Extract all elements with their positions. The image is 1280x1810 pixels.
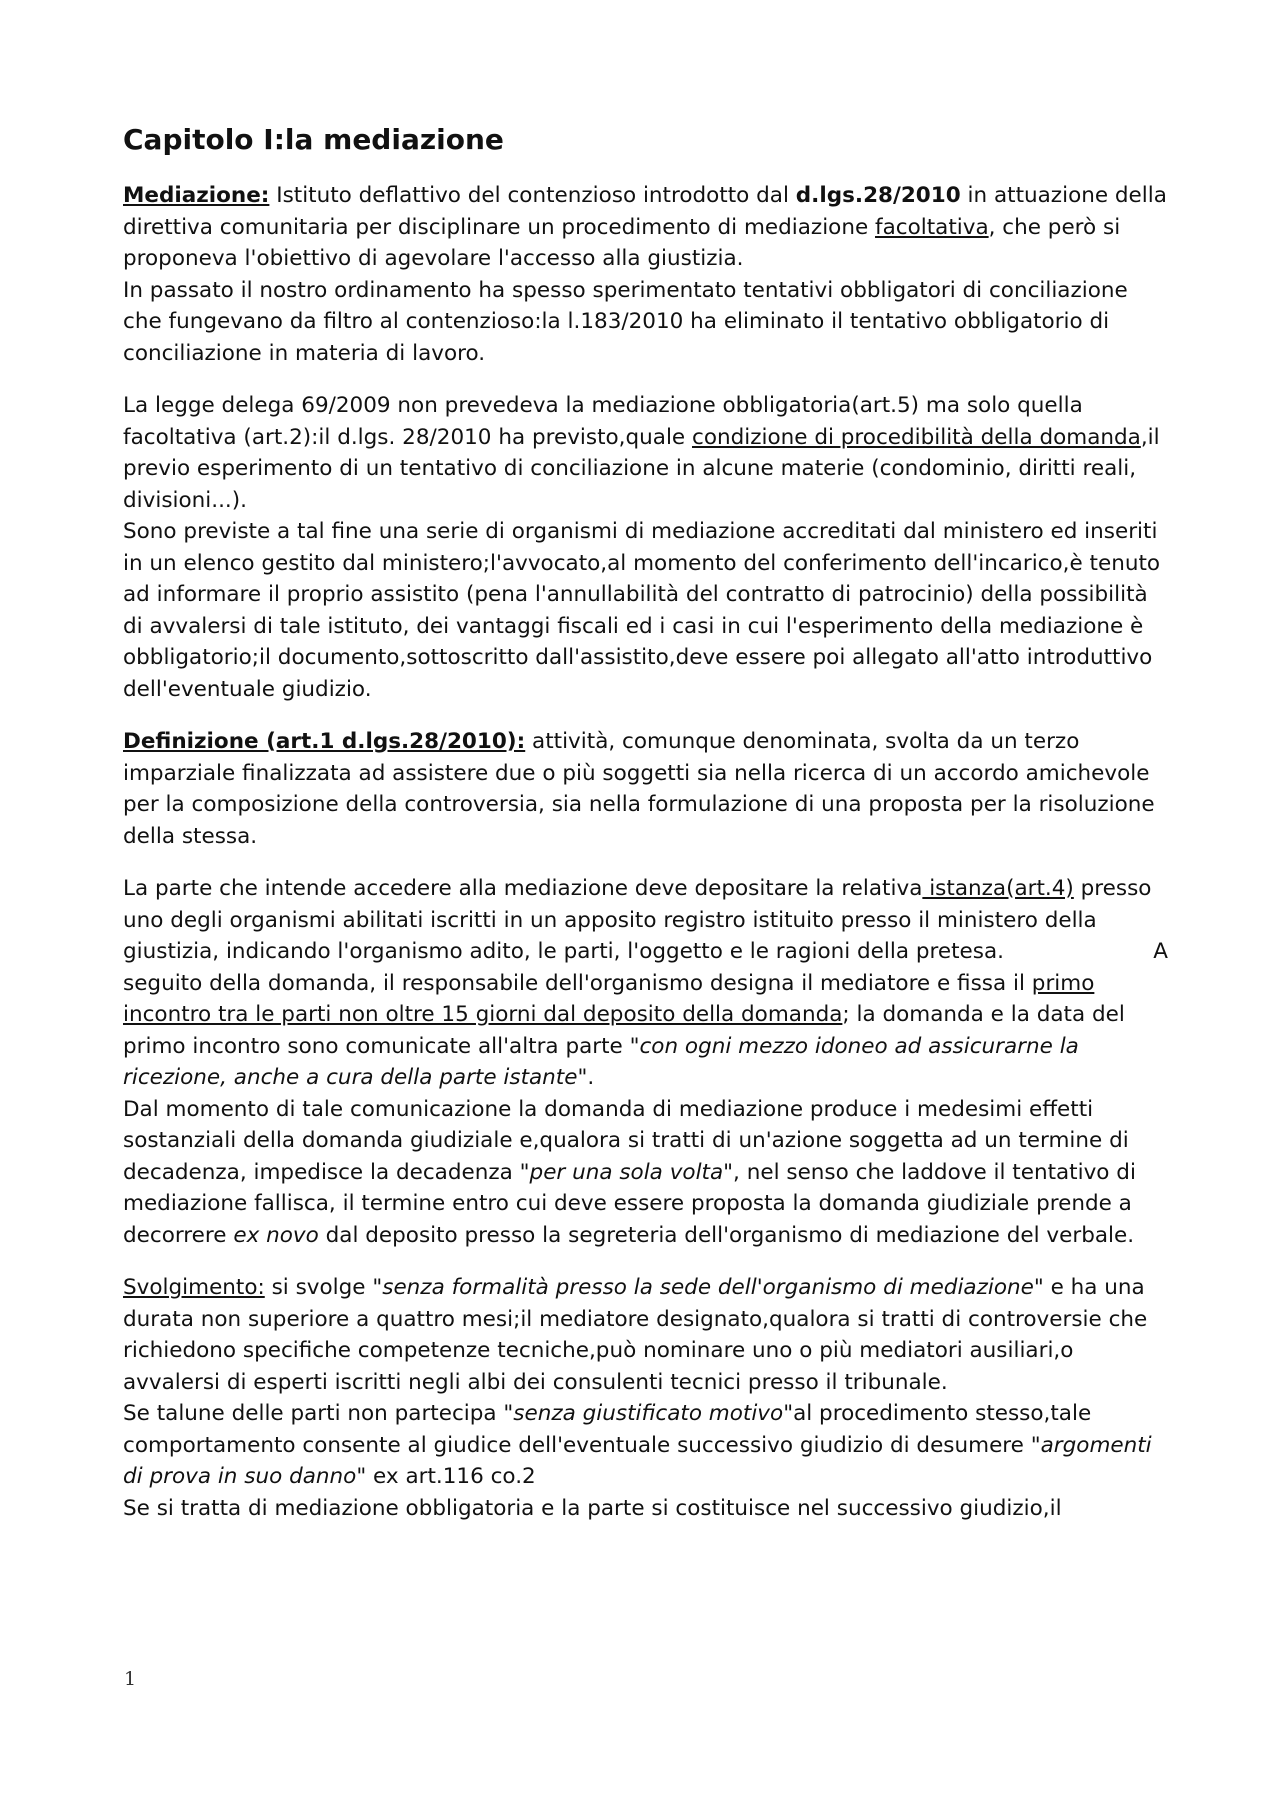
italic-span: argomenti di prova in suo danno (123, 1432, 1152, 1489)
underlined-span: istanza(art.4) (922, 876, 1074, 901)
paragraph-legge-delega (123, 390, 1168, 705)
text-span: La parte che intende accedere alla mediazione deve depositare la relativa (123, 876, 923, 901)
underlined-span: condizione di procedibilità della domanda (692, 424, 1141, 450)
text-span: presso uno degli organismi abilitati iscritti in un apposito registro istituito presso il ministero della giustizia, indicando l'organismo adito, le parti, l'oggetto e le ragioni della pretesa. (123, 876, 1152, 964)
paragraph-mediazione (123, 180, 1168, 369)
text-span: Sono previste a tal fine una serie di organismi di mediazione accreditati dal ministero ed inseriti in un elenco gestito dal ministero;l'avvocato,al momento del conferimento dell'incarico,è tenuto ad informare il proprio assistito (pena l'annullabilità del contratto di patrocinio) della possibilità di avvalersi di tale istituto, dei vantaggi fiscali ed i casi in cui l'esperimento della mediazione è obbligatorio;il documento,sottoscritto dall'assistito,deve essere poi allegato all'atto introduttivo dell'eventuale giudizio. (123, 519, 1161, 702)
text-span: Dal momento di tale comunicazione la domanda di mediazione produce i medesimi effetti sostanziali della domanda giudiziale e,qualora si tratti di un'azione soggetta ad un termine di decadenza, impedisce la decadenza " (123, 1096, 1129, 1185)
italic-span: senza giustificato motivo (513, 1401, 784, 1426)
chapter-title: Capitolo I:la mediazione (123, 123, 504, 156)
term-heading-svolgimento: Svolgimento: (123, 1275, 265, 1300)
text-span: Se talune delle parti non partecipa " (123, 1401, 514, 1426)
text-span: in attuazione della direttiva comunitaria per disciplinare un procedimento di mediazione (123, 183, 1167, 240)
italic-span: senza formalità presso la sede dell'organismo di mediazione (382, 1275, 1034, 1300)
term-heading-definizione: Definizione (art.1 d.lgs.28/2010): (123, 729, 526, 754)
law-reference: d.lgs.28/2010 (795, 183, 961, 208)
italic-span: ex novo (233, 1222, 319, 1248)
underlined-span: facoltativa (875, 214, 989, 240)
text-span: La legge delega 69/2009 non prevedeva la mediazione obbligatoria(art.5) ma solo quella facoltativa (art.2):il d.lgs. 28/2010 ha previsto,quale (123, 393, 1083, 450)
text-span: Istituto deflattivo del contenzioso introdotto dal (269, 183, 796, 208)
term-heading-mediazione: Mediazione: (123, 183, 270, 208)
italic-span: con ogni mezzo idoneo ad assicurarne la ricezione, anche a cura della parte istante (123, 1033, 1079, 1090)
text-span: si svolge " (264, 1275, 383, 1300)
text-span: Se si tratta di mediazione obbligatoria e la parte si costituisce nel successivo giudizio,il (123, 1495, 1062, 1521)
text-span: ", nel senso che laddove il tentativo di mediazione fallisca, il termine entro cui deve essere proposta la domanda giudiziale prende a decorrere (123, 1159, 1136, 1248)
text-span: "al procedimento stesso,tale comportamento consente al giudice dell'eventuale successivo giudizio di desumere " (123, 1401, 1092, 1458)
paragraph-definizione (123, 726, 1168, 852)
text-span: dal deposito presso la segreteria dell'organismo di mediazione del verbale. (318, 1222, 1135, 1248)
document-body (123, 120, 1168, 1545)
text-span: ; la domanda e la data del primo incontro sono comunicate all'altra parte " (123, 1002, 1125, 1059)
paragraph-svolgimento (123, 1272, 1168, 1524)
text-span: attività, comunque denominata, svolta da un terzo imparziale finalizzata ad assistere due o più soggetti sia nella ricerca di un accordo amichevole per la composizione della controversia, sia nella formulazione di una proposta per la risoluzione della stessa. (123, 729, 1155, 849)
paragraph-istanza (123, 873, 1168, 1251)
text-span: seguito della domanda, il responsabile dell'organismo designa il mediatore e fissa il (123, 970, 1032, 996)
text-span: ". (577, 1065, 595, 1090)
page-number: 1 (124, 1668, 137, 1690)
text-span: In passato il nostro ordinamento ha spesso sperimentato tentativi obbligatori di conciliazione che fungevano da filtro al contenzioso:la l.183/2010 ha eliminato il tentativo obbligatorio di conciliazione in materia di lavoro. (123, 277, 1128, 366)
underlined-span: primo incontro tra le parti non oltre 15 giorni dal deposito della domanda (123, 970, 1095, 1027)
text-span: ,il previo esperimento di un tentativo di conciliazione in alcune materie (condominio, diritti reali, divisioni...). (123, 424, 1160, 513)
text-span: A (1153, 939, 1168, 964)
text-span: , che però si proponeva l'obiettivo di agevolare l'accesso alla giustizia. (123, 214, 1121, 271)
text-span: " e ha una durata non superiore a quattro mesi;il mediatore designato,qualora si tratti di controversie che richiedono specifiche competenze tecniche,può nominare uno o più mediatori ausiliari,o avvalersi di esperti iscritti negli albi dei consulenti tecnici presso il tribunale. (123, 1275, 1148, 1395)
text-span: " ex art.116 co.2 (356, 1464, 536, 1489)
italic-span: per una sola volta (529, 1159, 724, 1185)
